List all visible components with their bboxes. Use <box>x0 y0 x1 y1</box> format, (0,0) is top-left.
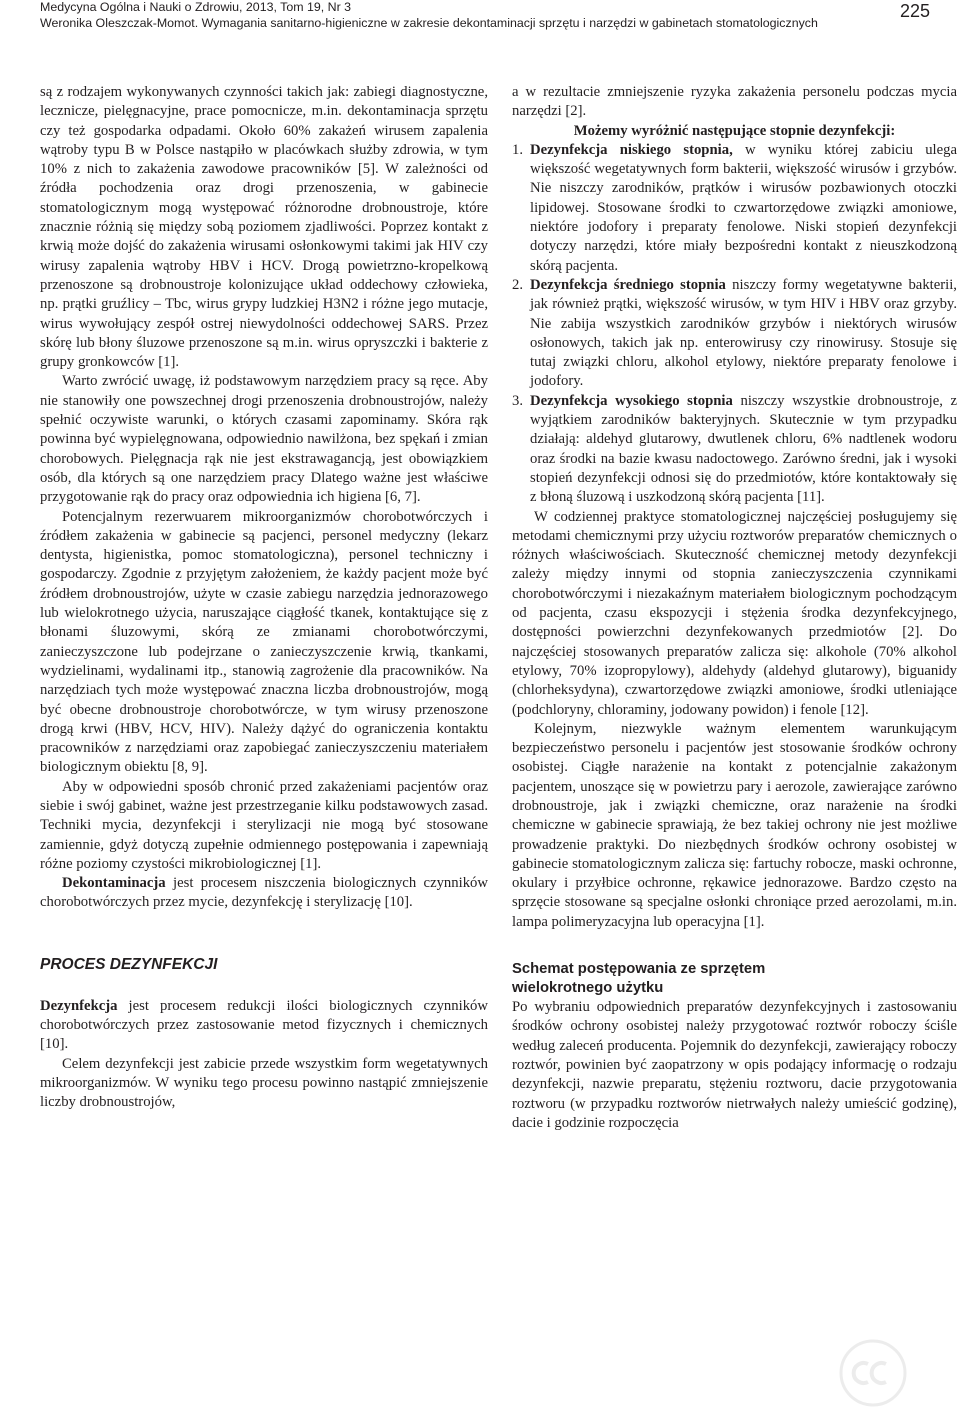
list-number: 2. <box>512 276 524 293</box>
page-header <box>40 0 930 44</box>
list-item <box>512 276 957 392</box>
list-term: Dezynfekcja wysokiego stopnia <box>530 392 733 409</box>
article-running-title: Weronika Oleszczak-Momot. Wymagania sanitarno-higieniczne w zakresie dekontaminacji sprzętu i narzędzi w gabinetach stomatologicznych <box>40 16 818 30</box>
subsection-heading <box>512 960 957 997</box>
paragraph: a w rezultacie zmniejszenie ryzyka zakażenia personelu podczas mycia narzędzi [2]. <box>512 84 957 120</box>
paragraph: są z rodzajem wykonywanych czynności takich jak: zabiegi diagnostyczne, lecznicze, pielęgnacyjne, prace pomocnicze, m.in. dekontaminacja sprzętu czy też gospodarka odpadami. Około 60% zakażeń wirusem zapalenia wątroby typu B w Polsce nastąpiło w placówkach służby zdrowia, w tym 10% z nich to zakażenia zawodowe pracowników [5]. W zależności od źródła pochodzenia oraz drogi przenoszenia, w gabinecie stomatologicznym mogą występować różnorodne drobnoustroje, które znacznie różnią się między sobą poziomem zjadliwości. Poprzez kontakt z krwią może dojść do zakażenia wirusami osłonkowymi takimi jak HIV czy wirusy zapalenia wątroby HBV i HCV. Drogą powietrzno-kropelkową przenoszone są drobnoustroje kolonizujące układ oddechowy człowieka, np. prątki gruźlicy – Tbc, wirus grypy ludzkiej H3N2 i różne jego mutacje, wirus wywołujący zespół ostrej niewydolności oddechowej SARS. Przez skórę lub błony śluzowe przenoszone są m.in. wirus opryszczki i bakterie z grupy gronkowców [1]. <box>40 84 488 371</box>
definition-text: jest procesem redukcji ilości biologicznych czynników chorobotwórczych przez zastosowanie metod fizycznych i chemicznych [10]. <box>40 997 488 1053</box>
list-number: 1. <box>512 141 524 158</box>
definition-text: jest procesem niszczenia biologicznych czynników chorobotwórczych przez mycie, dezynfekcję i sterylizację [10]. <box>40 875 488 911</box>
left-column <box>40 83 488 1113</box>
term-bold: Dezynfekcja <box>40 997 118 1014</box>
paragraph: Warto zwrócić uwagę, iż podstawowym narzędziem pracy są ręce. Aby nie stanowiły one powszechnej drogi przenoszenia drobnoustrojów, należy spełnić oczywiste warunki, o których czasami zapominamy. Skóra rąk powinna być wypielęgnowana, odpowiednio nawilżona, bez spękań i zmian chorobowych. Pielęgnacja rąk nie jest ekstrawagancją, jest obowiązkiem osób, dla których są one narzędziem pracy Dlatego ważne jest właściwe przygotowanie rąk do pracy oraz odpowiednia ich higiena [6, 7]. <box>40 373 488 506</box>
list-number: 3. <box>512 392 524 409</box>
paragraph-disinfection <box>40 997 488 1055</box>
paragraph: Po wybraniu odpowiednich preparatów dezynfekcyjnych i zastosowaniu środków ochrony osobistej należy przygotować roztwór roboczy ściśle według zaleceń producenta. Pojemnik do dezynfekcji, zawierający roboczy roztwór, powinien być zaopatrzony w opis podający informację o rodzaju dezynfekcji, nazwie preparatu, stężeniu roztworu, dacie przygotowania roztworu (w przypadku roztworów nietrwałych należy umieścić godzinę), dacie i godzinie rozpoczęcia <box>512 999 957 1131</box>
list-text: niszczy formy wegetatywne bakterii, jak również prątki, większość wirusów, w tym HIV i HBV oraz grzyby. Nie zabija wszystkich zarodników grzybów i niektórych wirusów osłonowych, takich jak np. enterowirusy czy rinowirusy. Stosuje się tutaj związki chloru, alkohol etylowy, niektóre preparaty fenolowe i jodofory. <box>530 276 957 390</box>
list-text: w wyniku której zabiciu ulega większość wegetatywnych form bakterii, większość wirusów i grzybów. Nie niszczy zarodników, prątków i wirusów pozbawionych otoczki lipidowej. Stosowane środki to czwartorzędowe związki amoniowe, niektóre jodofory i preparaty fenolowe. Niski stopień dezynfekcji dotyczy narzędzi, które miały bezpośredni kontakt z nieuszkodzoną skórą pacjenta. <box>530 141 958 274</box>
subsection-heading-line: Schemat postępowania ze sprzętem <box>512 961 766 978</box>
list-term: Dezynfekcja średniego stopnia <box>530 276 726 293</box>
creative-commons-icon <box>838 1338 908 1408</box>
term-bold: Dekontaminacja <box>62 875 166 892</box>
paragraph: Kolejnym, niezwykle ważnym elementem warunkującym bezpieczeństwo personelu i pacjentów jest stosowanie środków ochrony osobistej. Ciągłe narażenie na kontakt z potencjalnie zakażonym pacjentem, unoszące się w powietrzu pary i aerozole, zawierające zarówno drobnoustroje, jak i związki chemiczne, oraz narażenie na środki chemiczne w gabinecie sprawiają, że bez takiej ochrony nie jest możliwe prowadzenie praktyki. Do niezbędnych środków ochrony osobistej w gabinecie stomatologicznym zalicza się: fartuchy robocze, maski ochronne, okulary i przyłbice ochronne, rękawice jednorazowe. Bardzo często na sprzęcie stosowane są specjalne osłonki chroniące przed aerozolami, m.in. lampa polimeryzacyjna lub operacyjna [1]. <box>512 720 957 930</box>
subsection-heading-line: wielokrotnego użytku <box>512 979 664 996</box>
disinfection-stages-list <box>512 141 957 508</box>
paragraph: Aby w odpowiedni sposób chronić przed zakażeniami pacjentów oraz siebie i swój gabinet, ważne jest przestrzeganie kilku podstawowych zasad. Techniki mycia, dezynfekcji i sterylizacji nie mogą być stosowane zamiennie, gdyż dotyczą zupełnie odmiennego postępowania i zapewniają różne poziomy czystości mikrobiologicznej [1]. <box>40 778 488 872</box>
page-number: 225 <box>899 1 930 21</box>
journal-citation: Medycyna Ogólna i Nauki o Zdrowiu, 2013, Tom 19, Nr 3 <box>40 0 352 14</box>
paragraph: Celem dezynfekcji jest zabicie przede wszystkim form wegetatywnych mikroorganizmów. W wyniku tego procesu powinno nastąpić zmniejszenie liczby drobnoustrojów, <box>40 1055 488 1111</box>
section-heading: PROCES DEZYNFEKCJI <box>40 955 218 973</box>
list-term: Dezynfekcja niskiego stopnia, <box>530 141 733 158</box>
list-item <box>512 392 957 508</box>
stages-heading <box>512 122 957 141</box>
stages-heading-text: Możemy wyróżnić następujące stopnie dezynfekcji: <box>573 122 896 139</box>
paragraph: W codziennej praktyce stomatologicznej najczęściej posługujemy się metodami chemicznymi przy użyciu roztworów preparatów chemicznych o różnych właściwościach. Skuteczność chemicznej metody dezynfekcji zależy między innymi od stopnia zanieczyszczenia czynnikami chorobotwórczymi i niezakaźnym materiałem biologicznym pochodzącym od pacjenta, czasu ekspozycji i stężenia środka dezynfekcyjnego, dostępności powierzchni dezynfekowanych przedmiotów [2]. Do najczęściej stosowanych preparatów zalicza się: alkohole (70% alkohol etylowy, 70% izopropylowy), aldehydy (aldehyd glutarowy), biguanidy (chlorheksydyna), czwartorzędowe związki amoniowe, środki utleniające (podchloryny, chloraminy, jodowany powidon) i fenole [12]. <box>512 508 957 718</box>
paragraph-decontamination <box>40 874 488 913</box>
list-text: niszczy wszystkie drobnoustroje, z wyjątkiem zarodników bakteryjnych. Skutecznie w tym przypadku działają: aldehyd glutarowy, dwutlenek chloru, 6% nadtlenek wodoru oraz środki na bazie kwasu nadoctowego. Zarówno średni, jak i wysoki stopień dezynfekcji odnosi się do przedmiotów, które kontaktowały się z błoną śluzową i uszkodzoną skórą pacjenta [11]. <box>530 392 958 506</box>
list-item <box>512 141 957 276</box>
right-column <box>512 83 957 1133</box>
paragraph: Potencjalnym rezerwuarem mikroorganizmów chorobotwórczych i źródłem zakażenia w gabinecie są pacjenci, personel medyczny (lekarz dentysta, higienistka, pomoc stomatologiczna), personel techniczny i gospodarczy. Zgodnie z przyjętym założeniem, że każdy pacjent może być źródłem drobnoustrojów, użyte w czasie zabiegu narzędzia jednorazowego lub wielokrotnego użycia, naruszające ciągłość tkanek, kontaktujące się z błonami śluzowymi, skórą ze zmianami chorobotwórczymi, zanieczyszczone lub podejrzane o zanieczyszczenie krwią, tkankami, wydzielinami, wydalinami itp., stanowią zagrożenie dla pracowników. Na narzędziach tych może występować znaczna liczba drobnoustrojów, mogą być obecne drobnoustroje chorobotwórcze, w tym wirusy przenoszone drogą krwi (HBV, HCV, HIV). Należy dążyć do ograniczenia kontaktu pracowników z narzędziami oraz zapobiegać zanieczyszczeniu materiałem biologicznym obiektu [8, 9]. <box>40 508 488 776</box>
